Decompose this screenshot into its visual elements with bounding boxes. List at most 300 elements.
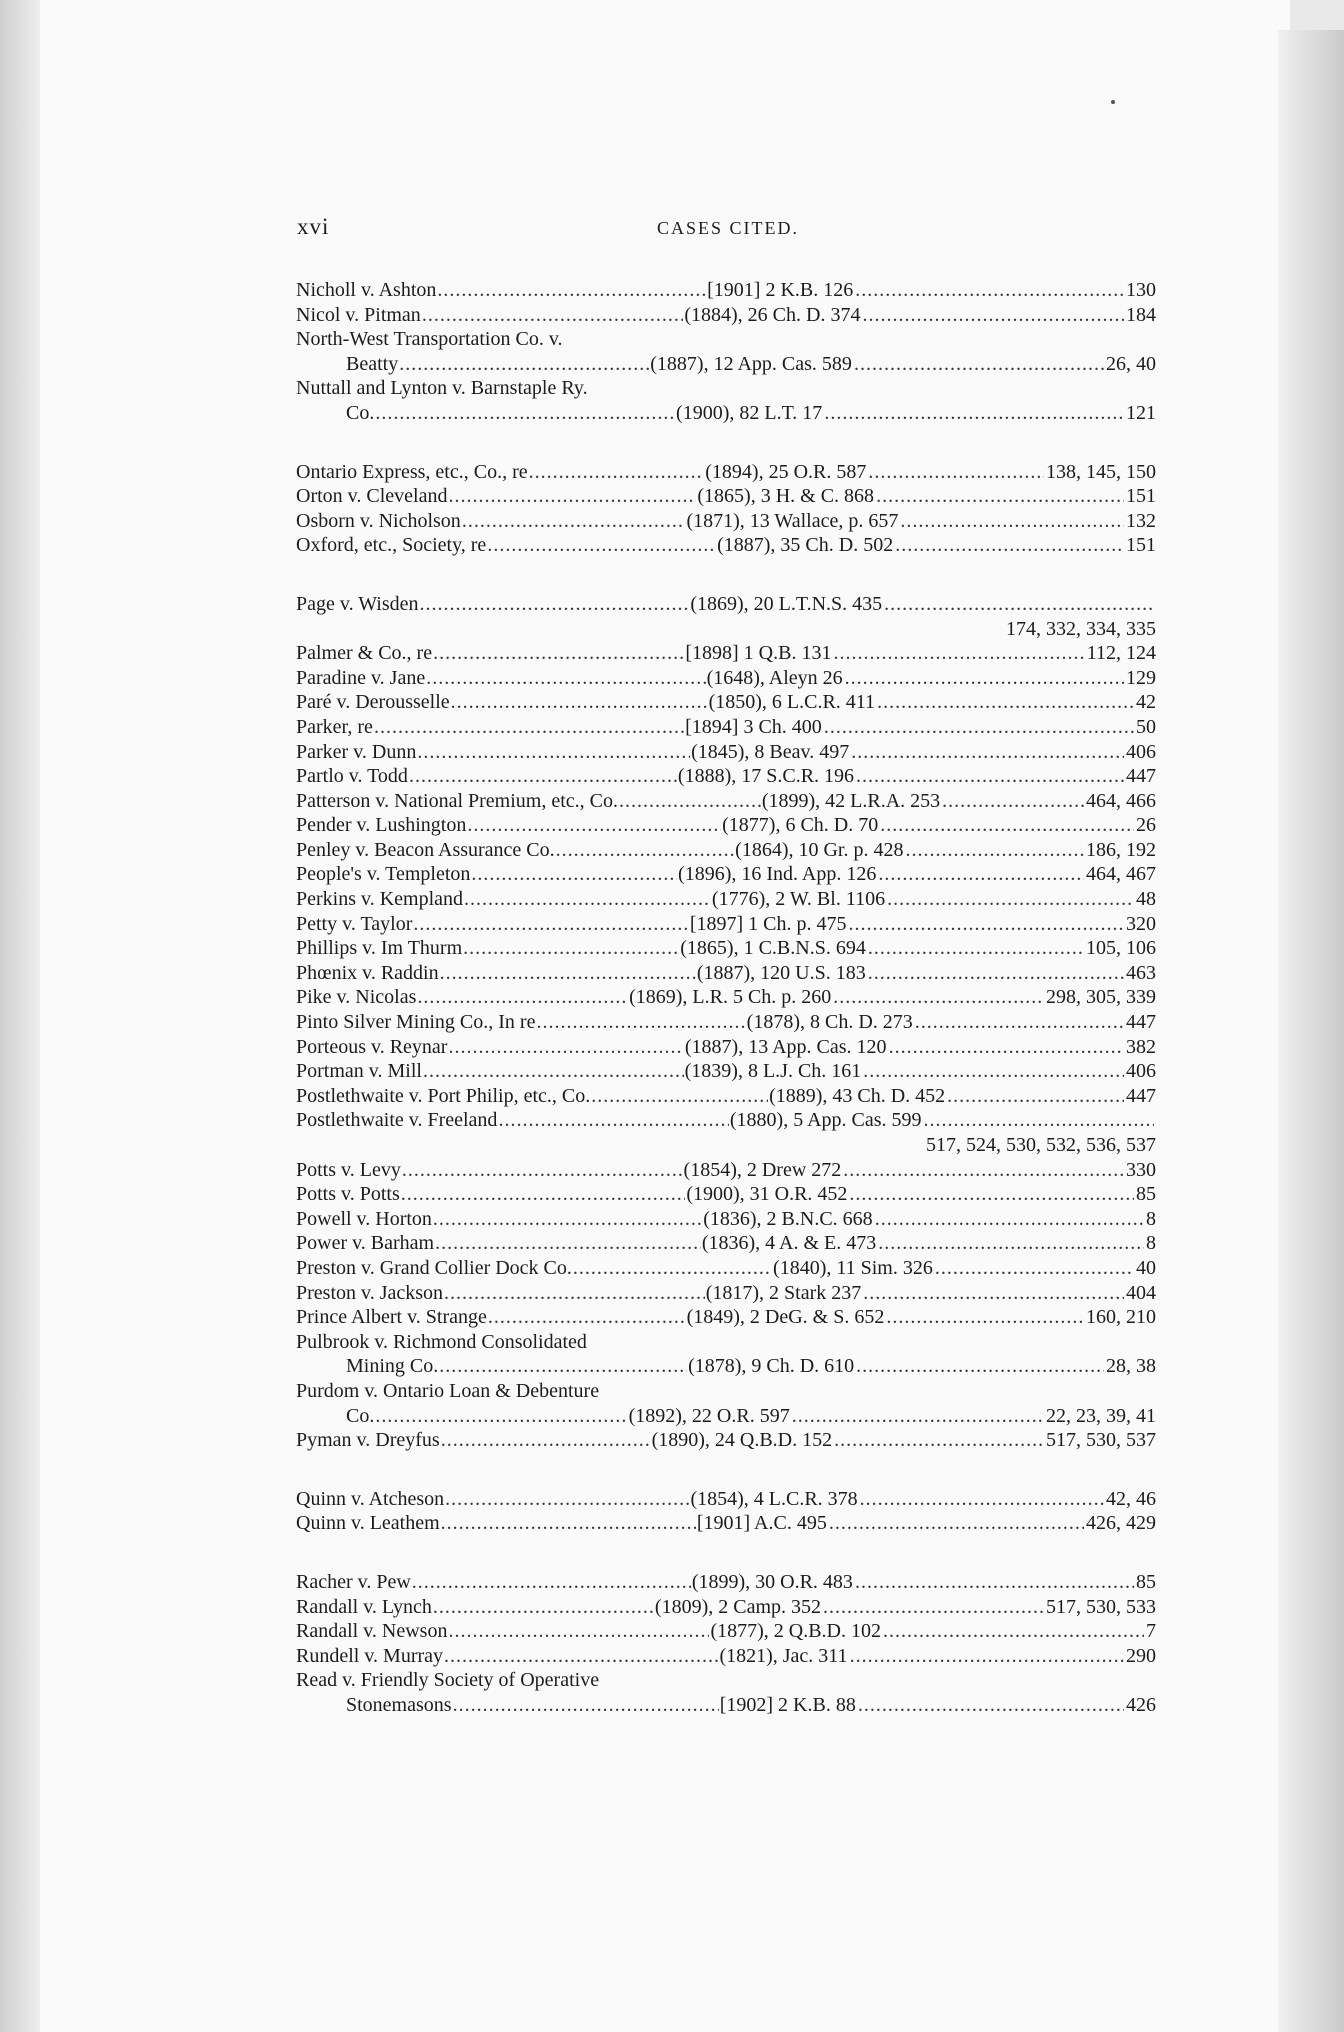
citation: (1836), 4 A. & E. 473 bbox=[701, 1232, 877, 1255]
dot-leader bbox=[556, 838, 735, 863]
dot-leader bbox=[413, 912, 688, 937]
dot-leader bbox=[877, 690, 1134, 715]
page-header bbox=[297, 214, 1157, 248]
page-refs: 40 bbox=[1136, 1256, 1156, 1279]
case-name: Parker v. Dunn bbox=[296, 740, 417, 763]
citation: (1854), 2 Drew 272 bbox=[683, 1158, 842, 1181]
dot-leader bbox=[487, 533, 716, 558]
citation: (1888), 17 S.C.R. 196 bbox=[677, 765, 855, 788]
case-entry bbox=[296, 460, 1156, 485]
case-name: Portman v. Mill bbox=[296, 1060, 422, 1083]
case-entry bbox=[296, 533, 1156, 558]
page-refs: 85 bbox=[1135, 1183, 1156, 1206]
section-gap bbox=[296, 558, 1156, 592]
dot-leader bbox=[464, 887, 711, 912]
page-refs: 85 bbox=[1135, 1570, 1156, 1593]
page-refs: 50 bbox=[1136, 715, 1157, 738]
case-name: Phœnix v. Raddin bbox=[296, 961, 439, 984]
page-refs: 28, 38 bbox=[1105, 1355, 1156, 1378]
dot-leader bbox=[834, 1428, 1044, 1453]
case-row bbox=[296, 352, 1156, 377]
page-refs: 517, 530, 537 bbox=[1045, 1429, 1156, 1452]
dot-leader bbox=[375, 401, 675, 426]
case-entry bbox=[296, 484, 1156, 509]
page-refs: 298, 305, 339 bbox=[1045, 986, 1156, 1009]
case-entry bbox=[296, 1084, 1156, 1109]
citation: (1896), 16 Ind. App. 126 bbox=[678, 863, 877, 886]
dot-leader bbox=[412, 1570, 691, 1595]
dot-leader bbox=[868, 936, 1084, 961]
case-entry bbox=[296, 303, 1156, 328]
citation: (1887), 12 App. Cas. 589 bbox=[650, 352, 852, 375]
case-name-part: North-West Transportation Co. v. bbox=[296, 328, 563, 351]
page-refs: 130 bbox=[1125, 279, 1156, 301]
citation: (1889), 43 Ch. D. 452 bbox=[769, 1084, 946, 1107]
citation: (1900), 31 O.R. 452 bbox=[686, 1183, 848, 1206]
section-gap bbox=[296, 1536, 1156, 1570]
dot-leader bbox=[488, 1305, 686, 1330]
case-entry bbox=[296, 1231, 1156, 1256]
page-refs: 138, 145, 150 bbox=[1046, 460, 1156, 483]
case-name-part: Nuttall and Lynton v. Barnstaple Ry. bbox=[296, 377, 588, 400]
case-row bbox=[296, 1084, 1156, 1109]
case-row bbox=[296, 592, 1156, 617]
case-row bbox=[296, 1354, 1156, 1379]
case-entry bbox=[296, 1035, 1156, 1060]
dot-leader bbox=[444, 1644, 718, 1669]
case-row bbox=[296, 1231, 1156, 1256]
case-name: Postlethwaite v. Port Philip, etc., Co. bbox=[296, 1084, 591, 1107]
dot-leader bbox=[462, 509, 686, 534]
citation: (1869), 20 L.T.N.S. 435 bbox=[690, 592, 883, 615]
case-row bbox=[296, 278, 1156, 303]
citation: (1887), 13 App. Cas. 120 bbox=[684, 1035, 887, 1058]
running-title: CASES CITED. bbox=[657, 218, 800, 238]
citation: (1887), 35 Ch. D. 502 bbox=[717, 534, 894, 557]
dot-leader bbox=[947, 1084, 1124, 1109]
dot-leader bbox=[448, 484, 696, 509]
dot-leader bbox=[884, 592, 1154, 617]
case-row bbox=[296, 740, 1156, 765]
citation: (1877), 6 Ch. D. 70 bbox=[722, 814, 879, 837]
dot-leader bbox=[863, 1059, 1124, 1084]
case-name: Perkins v. Kempland bbox=[296, 888, 464, 911]
case-name: Pyman v. Dreyfus bbox=[296, 1429, 440, 1452]
page-refs: 406 bbox=[1126, 740, 1156, 763]
citation: (1648), Aleyn 26 bbox=[706, 666, 843, 689]
dot-leader bbox=[855, 1570, 1134, 1595]
case-entry bbox=[296, 1182, 1156, 1207]
citation: (1850), 6 L.C.R. 411 bbox=[708, 691, 876, 714]
case-entry bbox=[296, 509, 1156, 534]
dot-leader bbox=[433, 1207, 702, 1232]
page-refs: 447 bbox=[1126, 765, 1156, 788]
case-entry bbox=[296, 1108, 1156, 1157]
case-row bbox=[296, 1059, 1156, 1084]
letter-group bbox=[296, 278, 1156, 426]
case-entry bbox=[296, 1570, 1156, 1595]
citation: [1902] 2 K.B. 88 bbox=[719, 1693, 856, 1716]
letter-group bbox=[296, 1487, 1156, 1536]
case-name: Quinn v. Atcheson bbox=[296, 1487, 445, 1510]
case-row bbox=[296, 1428, 1156, 1453]
case-name: Paradine v. Jane bbox=[296, 666, 426, 689]
case-name: Prince Albert v. Strange bbox=[296, 1306, 487, 1329]
case-row bbox=[296, 401, 1156, 426]
case-entry bbox=[296, 1059, 1156, 1084]
letter-group bbox=[296, 1570, 1156, 1718]
citation: (1877), 2 Q.B.D. 102 bbox=[710, 1620, 881, 1643]
case-entry bbox=[296, 1207, 1156, 1232]
dot-leader bbox=[435, 1231, 701, 1256]
case-row bbox=[296, 1108, 1156, 1133]
dot-leader bbox=[924, 1108, 1154, 1133]
dot-leader bbox=[823, 1595, 1044, 1620]
citation: (1884), 26 Ch. D. 374 bbox=[684, 303, 861, 326]
citation: (1892), 22 O.R. 597 bbox=[628, 1404, 790, 1427]
case-name: Power v. Barham bbox=[296, 1232, 435, 1255]
dot-leader bbox=[423, 1059, 684, 1084]
citation: (1776), 2 W. Bl. 1106 bbox=[711, 888, 886, 911]
dot-leader bbox=[417, 740, 690, 765]
dot-leader bbox=[498, 1108, 728, 1133]
page-refs: 447 bbox=[1126, 1011, 1156, 1034]
page-refs: 151 bbox=[1125, 534, 1156, 557]
dot-leader bbox=[824, 401, 1124, 426]
case-name-part: Pulbrook v. Richmond Consolidated bbox=[296, 1330, 587, 1353]
dot-leader bbox=[863, 1281, 1124, 1306]
case-entry bbox=[296, 887, 1156, 912]
case-name: Preston v. Jackson bbox=[296, 1281, 444, 1304]
dot-leader bbox=[374, 715, 684, 740]
citation: [1901] A.C. 495 bbox=[696, 1512, 827, 1535]
case-row bbox=[296, 509, 1156, 534]
case-row bbox=[296, 838, 1156, 863]
case-row bbox=[296, 460, 1156, 485]
case-row bbox=[296, 666, 1156, 691]
dot-leader bbox=[883, 1619, 1144, 1644]
citation: (1817), 2 Stark 237 bbox=[705, 1281, 862, 1304]
page-refs: 132 bbox=[1125, 509, 1156, 532]
case-row bbox=[296, 690, 1156, 715]
case-entry bbox=[296, 1305, 1156, 1330]
page-refs: 8 bbox=[1146, 1207, 1156, 1230]
case-entry bbox=[296, 1644, 1156, 1669]
dot-leader bbox=[860, 1487, 1104, 1512]
dot-leader bbox=[833, 641, 1084, 666]
case-name: Paré v. Derousselle bbox=[296, 691, 450, 714]
case-row bbox=[296, 1305, 1156, 1330]
case-entry bbox=[296, 764, 1156, 789]
page-refs: 320 bbox=[1125, 912, 1156, 935]
page-speck bbox=[1111, 100, 1115, 104]
dot-leader bbox=[833, 985, 1044, 1010]
page-refs: 129 bbox=[1126, 666, 1156, 689]
page-refs: 121 bbox=[1126, 401, 1156, 424]
case-name: Parker, re bbox=[296, 715, 373, 738]
page-refs: 447 bbox=[1125, 1084, 1156, 1107]
dot-leader bbox=[445, 1487, 689, 1512]
dot-leader bbox=[409, 764, 677, 789]
dot-leader bbox=[792, 1404, 1044, 1429]
page-refs: 42 bbox=[1135, 691, 1156, 714]
page-number: xvi bbox=[297, 214, 330, 239]
page-refs: 464, 467 bbox=[1085, 863, 1156, 886]
case-entry bbox=[296, 985, 1156, 1010]
citation: (1894), 25 O.R. 587 bbox=[705, 460, 867, 483]
citation: (1836), 2 B.N.C. 668 bbox=[703, 1207, 873, 1230]
page-refs: 26, 40 bbox=[1105, 352, 1156, 375]
case-entry bbox=[296, 376, 1156, 425]
dot-leader bbox=[905, 838, 1084, 863]
citation: (1840), 11 Sim. 326 bbox=[773, 1256, 933, 1279]
citation: (1865), 3 H. & C. 868 bbox=[697, 485, 875, 508]
dot-leader bbox=[444, 1281, 705, 1306]
case-entry bbox=[296, 1668, 1156, 1717]
citation: [1901] 2 K.B. 126 bbox=[707, 279, 854, 301]
case-entry bbox=[296, 1330, 1156, 1379]
page-refs: 7 bbox=[1145, 1620, 1156, 1643]
page-refs: 464, 466 bbox=[1086, 789, 1156, 812]
case-name: Orton v. Cleveland bbox=[296, 485, 448, 508]
dot-leader bbox=[591, 1084, 768, 1109]
page-refs-continued: 174, 332, 334, 335 bbox=[1006, 617, 1156, 640]
dot-leader bbox=[889, 1035, 1124, 1060]
case-name: Ontario Express, etc., Co., re bbox=[296, 460, 528, 483]
case-entry bbox=[296, 936, 1156, 961]
dot-leader bbox=[420, 592, 690, 617]
section-gap bbox=[296, 426, 1156, 460]
citation: (1849), 2 DeG. & S. 652 bbox=[686, 1306, 885, 1329]
case-row bbox=[296, 1035, 1156, 1060]
page-refs: 517, 530, 533 bbox=[1046, 1595, 1156, 1618]
case-name: Palmer & Co., re bbox=[296, 642, 433, 665]
page-refs: 112, 124 bbox=[1086, 642, 1156, 665]
case-row bbox=[296, 1256, 1156, 1281]
page-refs: 426, 429 bbox=[1085, 1512, 1156, 1535]
dot-leader bbox=[843, 1158, 1124, 1183]
dot-leader bbox=[849, 1182, 1134, 1207]
case-row bbox=[296, 1595, 1156, 1620]
page-refs: 186, 192 bbox=[1085, 838, 1156, 861]
citation: (1854), 4 L.C.R. 378 bbox=[690, 1487, 858, 1510]
case-name: Stonemasons bbox=[346, 1693, 452, 1716]
dot-leader bbox=[862, 303, 1124, 328]
case-entry bbox=[296, 278, 1156, 303]
citation: (1878), 9 Ch. D. 610 bbox=[688, 1355, 855, 1378]
case-entry bbox=[296, 1281, 1156, 1306]
case-name: Osborn v. Nicholson bbox=[296, 509, 461, 532]
page-refs: 42, 46 bbox=[1105, 1487, 1156, 1510]
case-name: Potts v. Potts bbox=[296, 1183, 400, 1206]
dot-leader bbox=[439, 1354, 687, 1379]
case-entry bbox=[296, 1511, 1156, 1536]
case-name: Oxford, etc., Society, re bbox=[296, 534, 487, 557]
dot-leader bbox=[845, 666, 1124, 691]
section-gap bbox=[296, 1453, 1156, 1487]
dot-leader bbox=[375, 1404, 627, 1429]
case-name: Penley v. Beacon Assurance Co. bbox=[296, 838, 555, 861]
dot-leader bbox=[854, 352, 1104, 377]
citation: (1809), 2 Camp. 352 bbox=[654, 1595, 821, 1618]
dot-leader bbox=[868, 961, 1124, 986]
page-refs: 151 bbox=[1126, 485, 1156, 508]
dot-leader bbox=[399, 352, 649, 377]
dot-leader bbox=[467, 813, 721, 838]
case-row bbox=[296, 533, 1156, 558]
case-name: Beatty bbox=[346, 352, 399, 375]
dot-leader bbox=[471, 862, 677, 887]
case-entry bbox=[296, 740, 1156, 765]
case-row bbox=[296, 1570, 1156, 1595]
case-row bbox=[296, 912, 1156, 937]
dot-leader bbox=[851, 740, 1124, 765]
case-name-line bbox=[296, 327, 1156, 352]
dot-leader bbox=[878, 1231, 1144, 1256]
case-name: Quinn v. Leathem bbox=[296, 1512, 440, 1535]
citation: [1894] 3 Ch. 400 bbox=[685, 715, 822, 738]
case-row bbox=[296, 1511, 1156, 1536]
case-entry bbox=[296, 1010, 1156, 1035]
page-refs: 22, 23, 39, 41 bbox=[1045, 1404, 1156, 1427]
case-name: Postlethwaite v. Freeland bbox=[296, 1109, 498, 1132]
citation: (1871), 13 Wallace, p. 657 bbox=[686, 509, 899, 532]
page-refs: 404 bbox=[1125, 1281, 1156, 1304]
case-entry bbox=[296, 327, 1156, 376]
case-name-part: Read v. Friendly Society of Operative bbox=[296, 1669, 600, 1692]
case-entry bbox=[296, 838, 1156, 863]
dot-leader bbox=[437, 278, 706, 303]
case-entry bbox=[296, 813, 1156, 838]
page-refs-continued: 517, 524, 530, 532, 536, 537 bbox=[926, 1134, 1156, 1156]
case-row bbox=[296, 484, 1156, 509]
case-entry bbox=[296, 1428, 1156, 1453]
dot-leader bbox=[915, 1010, 1124, 1035]
case-row bbox=[296, 961, 1156, 986]
dot-leader bbox=[858, 1693, 1124, 1718]
dot-leader bbox=[880, 813, 1134, 838]
citation: (1865), 1 C.B.N.S. 694 bbox=[680, 937, 866, 960]
case-entry bbox=[296, 1595, 1156, 1620]
citation: (1845), 8 Beav. 497 bbox=[691, 740, 850, 763]
dot-leader bbox=[463, 936, 679, 961]
page-refs: 184 bbox=[1125, 303, 1156, 326]
case-name-line bbox=[296, 376, 1156, 401]
case-row bbox=[296, 303, 1156, 328]
case-entry bbox=[296, 862, 1156, 887]
case-row bbox=[296, 715, 1156, 740]
case-row bbox=[296, 1487, 1156, 1512]
page-refs: 426 bbox=[1125, 1693, 1156, 1716]
case-row bbox=[296, 1158, 1156, 1183]
dot-leader bbox=[441, 1428, 651, 1453]
case-row bbox=[296, 1010, 1156, 1035]
citation: (1880), 5 App. Cas. 599 bbox=[729, 1109, 922, 1132]
dot-leader bbox=[849, 912, 1124, 937]
case-name: Patterson v. National Premium, etc., Co. bbox=[296, 789, 618, 812]
letter-group bbox=[296, 460, 1156, 558]
case-name: Co. bbox=[346, 401, 375, 424]
dot-leader bbox=[529, 460, 705, 485]
dot-leader bbox=[856, 764, 1124, 789]
page-refs: 290 bbox=[1125, 1644, 1156, 1667]
case-row bbox=[296, 789, 1156, 814]
dot-leader bbox=[417, 985, 628, 1010]
page-refs: 8 bbox=[1146, 1232, 1156, 1255]
case-entry bbox=[296, 1487, 1156, 1512]
case-row bbox=[296, 1182, 1156, 1207]
case-row bbox=[296, 936, 1156, 961]
case-row bbox=[296, 1693, 1156, 1718]
dot-leader bbox=[829, 1511, 1084, 1536]
page-refs: 406 bbox=[1125, 1060, 1156, 1083]
cases-cited-list bbox=[296, 278, 1156, 1717]
case-row bbox=[296, 813, 1156, 838]
dot-leader bbox=[619, 789, 761, 814]
case-name: Nicol v. Pitman bbox=[296, 303, 421, 326]
dot-leader bbox=[855, 278, 1124, 303]
case-name-line bbox=[296, 1379, 1156, 1404]
citation: (1878), 8 Ch. D. 273 bbox=[746, 1011, 913, 1034]
citation: (1900), 82 L.T. 17 bbox=[676, 401, 823, 424]
case-name: Page v. Wisden bbox=[296, 592, 419, 615]
dot-leader bbox=[441, 1511, 696, 1536]
case-entry bbox=[296, 789, 1156, 814]
case-entry bbox=[296, 715, 1156, 740]
case-row bbox=[296, 862, 1156, 887]
case-row bbox=[296, 1281, 1156, 1306]
case-entry bbox=[296, 666, 1156, 691]
case-row bbox=[296, 887, 1156, 912]
case-entry bbox=[296, 641, 1156, 666]
dot-leader bbox=[824, 715, 1134, 740]
dot-leader bbox=[440, 961, 696, 986]
dot-leader bbox=[876, 484, 1124, 509]
case-name: Nicholl v. Ashton bbox=[296, 279, 437, 301]
case-name: Co. bbox=[346, 1404, 375, 1427]
citation: (1839), 8 L.J. Ch. 161 bbox=[684, 1060, 862, 1083]
case-row bbox=[296, 1644, 1156, 1669]
page-refs: 26 bbox=[1136, 814, 1156, 837]
dot-leader bbox=[886, 1305, 1084, 1330]
case-name: Rundell v. Murray bbox=[296, 1644, 444, 1667]
page-refs: 463 bbox=[1126, 961, 1156, 984]
case-name: Randall v. Lynch bbox=[296, 1595, 432, 1618]
dot-leader bbox=[878, 862, 1084, 887]
dot-leader bbox=[401, 1182, 686, 1207]
case-name: Pender v. Lushington bbox=[296, 814, 467, 837]
dot-leader bbox=[453, 1693, 719, 1718]
case-name: Racher v. Pew bbox=[296, 1570, 411, 1593]
citation: (1821), Jac. 311 bbox=[719, 1644, 848, 1667]
dot-leader bbox=[900, 509, 1124, 534]
case-entry bbox=[296, 961, 1156, 986]
case-entry bbox=[296, 1158, 1156, 1183]
case-name: Petty v. Taylor bbox=[296, 912, 413, 935]
dot-leader bbox=[887, 887, 1134, 912]
case-entry bbox=[296, 1619, 1156, 1644]
case-row bbox=[296, 1404, 1156, 1429]
dot-leader bbox=[868, 460, 1044, 485]
citation: [1898] 1 Q.B. 131 bbox=[685, 642, 832, 665]
dot-leader bbox=[850, 1644, 1124, 1669]
dot-leader bbox=[935, 1256, 1134, 1281]
dot-leader bbox=[422, 303, 684, 328]
citation: [1897] 1 Ch. p. 475 bbox=[689, 912, 847, 935]
dot-leader bbox=[433, 641, 684, 666]
dot-leader bbox=[402, 1158, 683, 1183]
case-row bbox=[296, 641, 1156, 666]
